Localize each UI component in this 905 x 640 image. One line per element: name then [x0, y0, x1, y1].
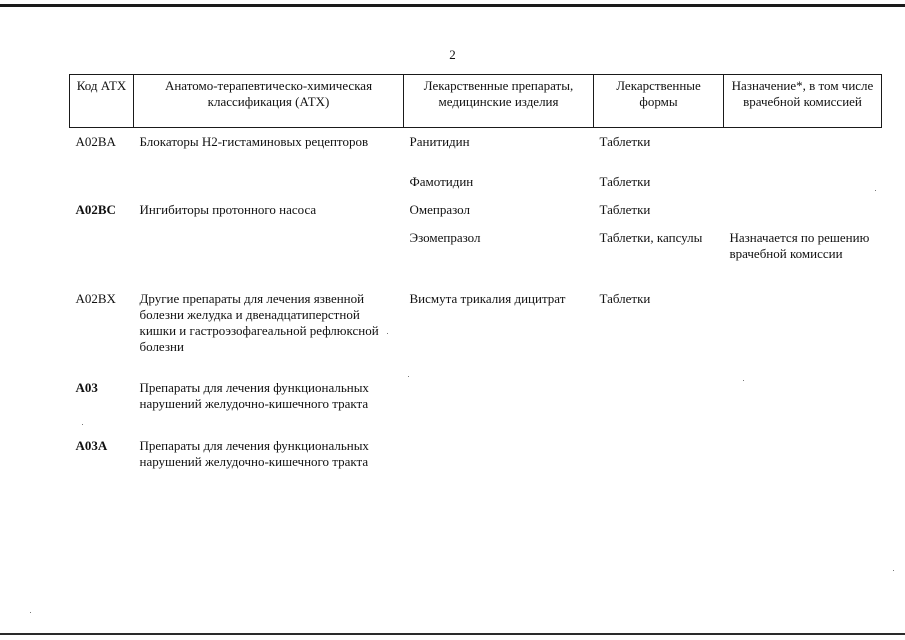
- atx-code-cell: A02BA: [75, 134, 116, 149]
- table-row: [70, 438, 882, 488]
- classification-cell: [134, 230, 404, 291]
- note-cell: [724, 174, 882, 202]
- classification-cell: Другие препараты для лечения язвенной болезни желудка и двенадцатиперстной кишки и гастроэзофагеальной рефлюксной болезни: [139, 291, 379, 354]
- atx-medication-table: [69, 74, 882, 488]
- classification-cell: Препараты для лечения функциональных нарушений желудочно-кишечного тракта: [139, 438, 369, 469]
- atx-code-cell: A03: [75, 380, 98, 395]
- note-cell: [724, 291, 882, 380]
- drug-cell: [404, 438, 594, 488]
- top-border-line: [0, 4, 905, 7]
- drug-cell: Ранитидин: [409, 134, 470, 149]
- note-cell: [724, 202, 882, 230]
- scan-speck: [893, 570, 894, 571]
- scan-speck: [743, 380, 744, 381]
- form-cell: Таблетки: [599, 134, 651, 149]
- scan-speck: [875, 190, 876, 191]
- scan-speck: [387, 333, 388, 334]
- drug-cell: [404, 380, 594, 438]
- table-row: [70, 174, 882, 202]
- form-cell: [594, 438, 724, 488]
- table-row: [70, 230, 882, 291]
- classification-cell: Препараты для лечения функциональных нарушений желудочно-кишечного тракта: [139, 380, 369, 411]
- table-row: [70, 291, 882, 380]
- header-atx-code: Код АТХ: [70, 75, 134, 128]
- note-cell: [724, 438, 882, 488]
- atx-code-cell: [70, 230, 134, 291]
- drug-cell: Висмута трикалия дицитрат: [409, 291, 566, 306]
- classification-cell: Ингибиторы протонного насоса: [139, 202, 317, 217]
- table-row: [70, 202, 882, 230]
- form-cell: Таблетки, капсулы: [599, 230, 703, 245]
- scan-speck: [408, 376, 409, 377]
- atx-code-cell: A02BX: [75, 291, 116, 306]
- drug-cell: Омепразол: [409, 202, 470, 217]
- scan-speck: [30, 612, 31, 613]
- header-prescription: Назначение*, в том числе врачебной комиссией: [724, 75, 882, 128]
- table-row: [70, 128, 882, 175]
- table-row: [70, 380, 882, 438]
- drug-cell: Фамотидин: [409, 174, 474, 189]
- form-cell: Таблетки: [599, 202, 651, 217]
- scan-speck: [82, 424, 83, 425]
- atx-code-cell: A03A: [75, 438, 108, 453]
- note-cell: [724, 128, 882, 175]
- header-atx-classification: Анатомо-терапевтическо-химическая классификация (АТХ): [134, 75, 404, 128]
- page-number: 2: [449, 47, 456, 62]
- form-cell: [594, 380, 724, 438]
- atx-code-cell: [70, 174, 134, 202]
- drug-cell: Эзомепразол: [409, 230, 481, 245]
- table-header-row: [70, 75, 882, 128]
- header-drugs: Лекарственные препараты, медицинские изделия: [404, 75, 594, 128]
- form-cell: Таблетки: [599, 174, 651, 189]
- note-cell: Назначается по решению врачебной комиссии: [729, 230, 870, 261]
- bottom-border-line: [0, 633, 905, 635]
- header-dosage-forms: Лекарственные формы: [594, 75, 724, 128]
- classification-cell: [134, 174, 404, 202]
- form-cell: Таблетки: [599, 291, 651, 306]
- note-cell: [724, 380, 882, 438]
- classification-cell: Блокаторы Н2-гистаминовых рецепторов: [139, 134, 369, 149]
- atx-code-cell: A02BC: [75, 202, 116, 217]
